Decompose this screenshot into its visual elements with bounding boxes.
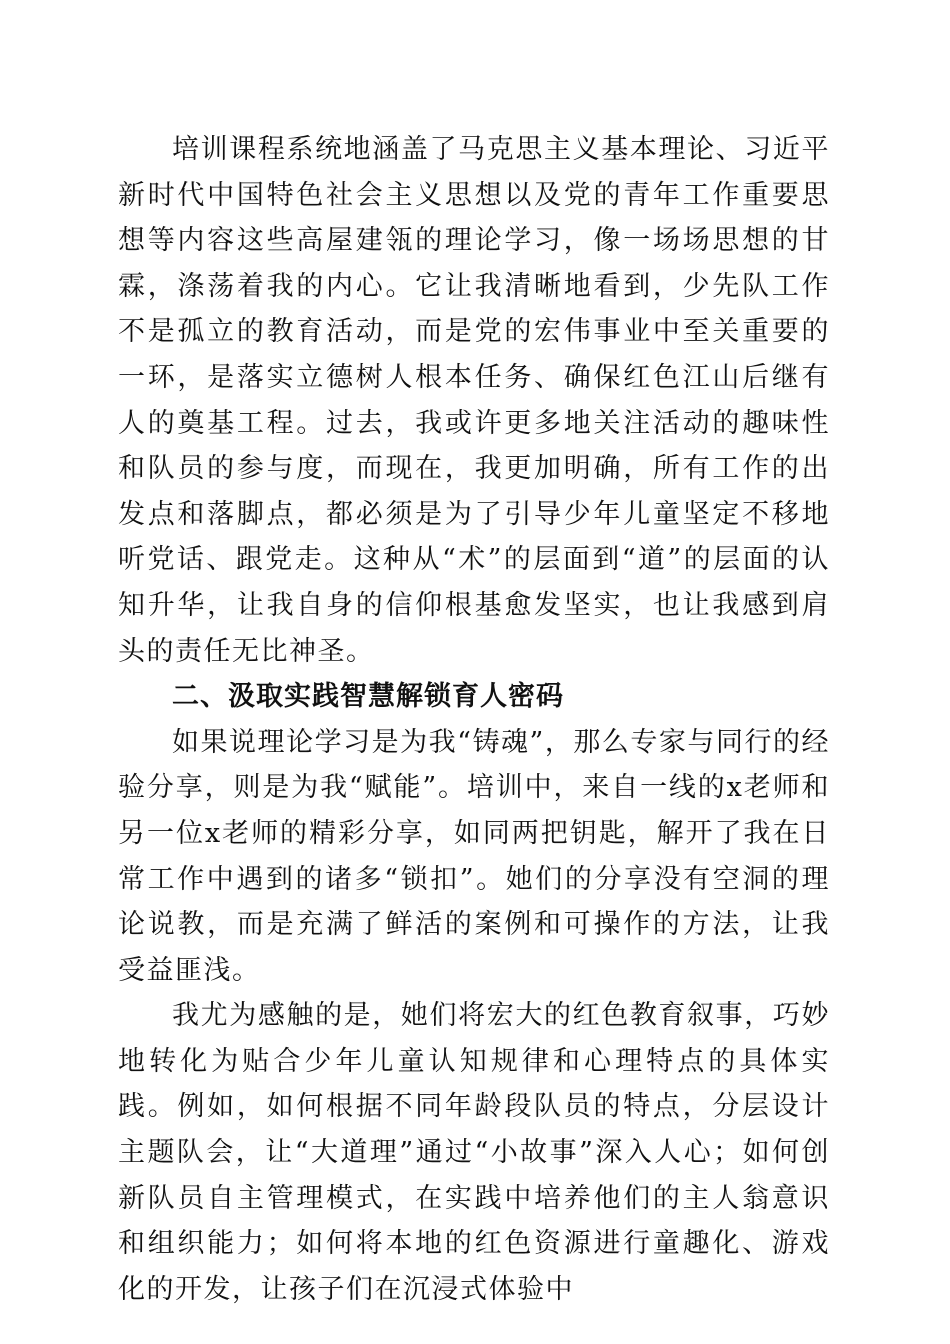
paragraph-theory-study: 培训课程系统地涵盖了马克思主义基本理论、习近平新时代中国特色社会主义思想以及党的青年工作重要思想等内容这些高屋建瓴的理论学习，像一场场思想的甘霖，涤荡着我的内心。它让我清晰地看到，少先队工作不是孤立的教育活动，而是党的宏伟事业中至关重要的一环，是落实立德树人根本任务、确保红色江山后继有人的奠基工程。过去，我或许更多地关注活动的趣味性和队员的参与度，而现在，我更加明确，所有工作的出发点和落脚点，都必须是为了引导少年儿童坚定不移地听党话、跟党走。这种从“术”的层面到“道”的层面的认知升华，让我自身的信仰根基愈发坚实，也让我感到肩头的责任无比神圣。 — [118, 134, 830, 667]
document-body — [118, 127, 830, 1312]
paragraph-experience-sharing: 如果说理论学习是为我“铸魂”，那么专家与同行的经验分享，则是为我“赋能”。培训中，来自一线的x老师和另一位x老师的精彩分享，如同两把钥匙，解开了我在日常工作中遇到的诸多“锁扣”。她们的分享没有空洞的理论说教，而是充满了鲜活的案例和可操作的方法，让我受益匪浅。 — [118, 726, 830, 986]
paragraph-practice-examples: 我尤为感触的是，她们将宏大的红色教育叙事，巧妙地转化为贴合少年儿童认知规律和心理特点的具体实践。例如，如何根据不同年龄段队员的特点，分层设计主题队会，让“大道理”通过“小故事”深入人心；如何创新队员自主管理模式，在实践中培养他们的主人翁意识和组织能力；如何将本地的红色资源进行童趣化、游戏化的开发，让孩子们在沉浸式体验中 — [118, 1000, 830, 1305]
section-heading-practice-wisdom: 二、汲取实践智慧解锁育人密码 — [172, 681, 564, 713]
